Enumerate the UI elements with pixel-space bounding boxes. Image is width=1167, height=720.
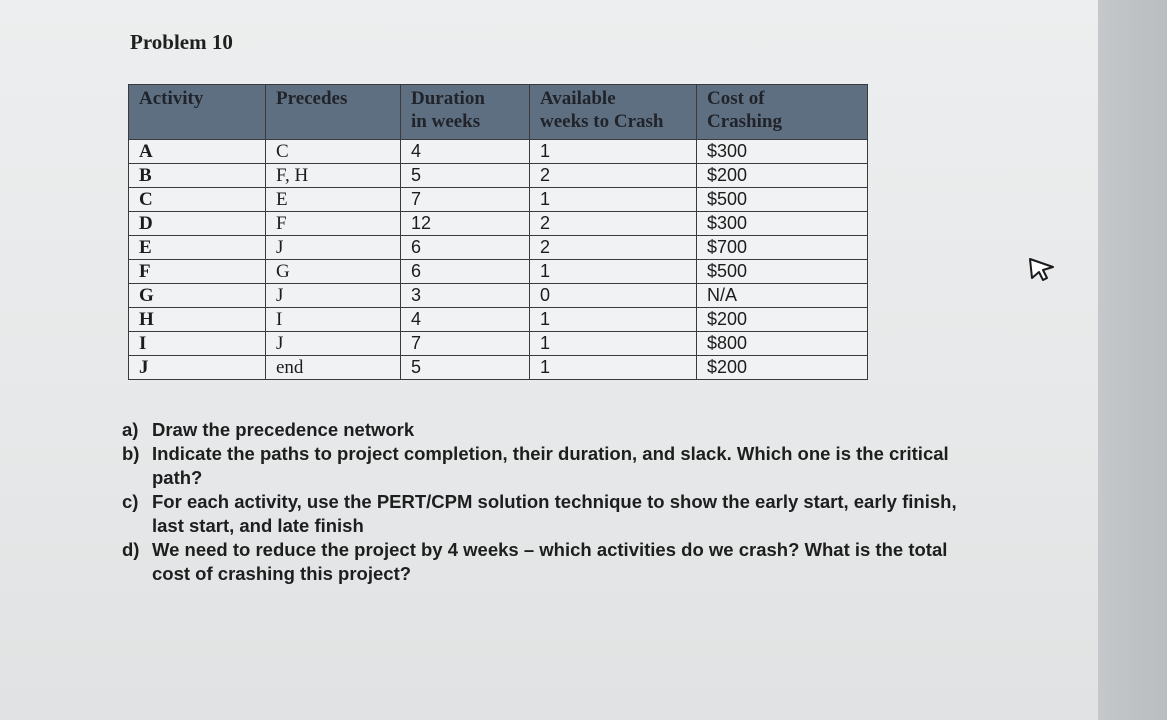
cell-cost: $300 (697, 212, 868, 236)
cell-duration: 4 (401, 308, 530, 332)
cell-available: 1 (530, 356, 697, 380)
header-activity: Activity (129, 85, 266, 140)
question-item (122, 538, 962, 586)
cell-activity: J (129, 356, 266, 380)
cell-duration: 7 (401, 188, 530, 212)
cell-duration: 5 (401, 164, 530, 188)
cell-duration: 6 (401, 260, 530, 284)
question-label: b) (122, 443, 140, 464)
screen-edge (1098, 0, 1167, 720)
cell-duration: 5 (401, 356, 530, 380)
table-row (129, 140, 868, 164)
question-text: For each activity, use the PERT/CPM solution technique to show the early start, early finish, last start, and late finish (152, 491, 957, 536)
cell-activity: D (129, 212, 266, 236)
cell-available: 1 (530, 188, 697, 212)
cell-activity: H (129, 308, 266, 332)
table-row (129, 260, 868, 284)
table-header-row (129, 85, 868, 140)
cell-activity: B (129, 164, 266, 188)
cell-cost: $800 (697, 332, 868, 356)
cell-duration: 3 (401, 284, 530, 308)
cell-activity: I (129, 332, 266, 356)
cell-cost: $200 (697, 356, 868, 380)
cell-precedes: C (266, 140, 401, 164)
table-row (129, 356, 868, 380)
question-list (122, 418, 962, 586)
cell-cost: $200 (697, 164, 868, 188)
cell-cost: $300 (697, 140, 868, 164)
cell-duration: 6 (401, 236, 530, 260)
cell-activity: F (129, 260, 266, 284)
header-duration: Duration in weeks (401, 85, 530, 140)
cell-activity: A (129, 140, 266, 164)
table-row (129, 188, 868, 212)
cell-duration: 4 (401, 140, 530, 164)
question-item (122, 418, 962, 442)
question-text: Draw the precedence network (152, 419, 415, 440)
cell-cost: N/A (697, 284, 868, 308)
cell-available: 1 (530, 308, 697, 332)
cell-available: 1 (530, 332, 697, 356)
cell-available: 1 (530, 260, 697, 284)
cell-available: 2 (530, 212, 697, 236)
question-item (122, 490, 962, 538)
cell-precedes: J (266, 284, 401, 308)
question-label: d) (122, 539, 140, 560)
header-precedes: Precedes (266, 85, 401, 140)
crashing-table (128, 84, 868, 380)
cell-duration: 12 (401, 212, 530, 236)
cell-cost: $700 (697, 236, 868, 260)
question-text: Indicate the paths to project completion, their duration, and slack. Which one is the critical path? (152, 443, 949, 488)
cell-available: 1 (530, 140, 697, 164)
cell-precedes: J (266, 236, 401, 260)
cell-precedes: G (266, 260, 401, 284)
cell-cost: $500 (697, 188, 868, 212)
table-row (129, 164, 868, 188)
cell-activity: C (129, 188, 266, 212)
cell-available: 2 (530, 164, 697, 188)
table-row (129, 308, 868, 332)
header-available: Available weeks to Crash (530, 85, 697, 140)
cell-available: 2 (530, 236, 697, 260)
question-label: a) (122, 419, 139, 440)
table-row (129, 332, 868, 356)
question-text: We need to reduce the project by 4 weeks – which activities do we crash? What is the total cost of crashing this project? (152, 539, 948, 584)
cell-precedes: F (266, 212, 401, 236)
cell-precedes: E (266, 188, 401, 212)
cell-precedes: F, H (266, 164, 401, 188)
question-label: c) (122, 491, 139, 512)
cell-activity: G (129, 284, 266, 308)
cell-available: 0 (530, 284, 697, 308)
header-cost: Cost of Crashing (697, 85, 868, 140)
cell-cost: $200 (697, 308, 868, 332)
question-item (122, 442, 962, 490)
cell-duration: 7 (401, 332, 530, 356)
cell-precedes: J (266, 332, 401, 356)
table-row (129, 212, 868, 236)
cell-precedes: end (266, 356, 401, 380)
cell-cost: $500 (697, 260, 868, 284)
cell-precedes: I (266, 308, 401, 332)
problem-title: Problem 10 (130, 30, 233, 54)
mouse-pointer-icon (1027, 256, 1057, 282)
table-row (129, 284, 868, 308)
cell-activity: E (129, 236, 266, 260)
table-row (129, 236, 868, 260)
